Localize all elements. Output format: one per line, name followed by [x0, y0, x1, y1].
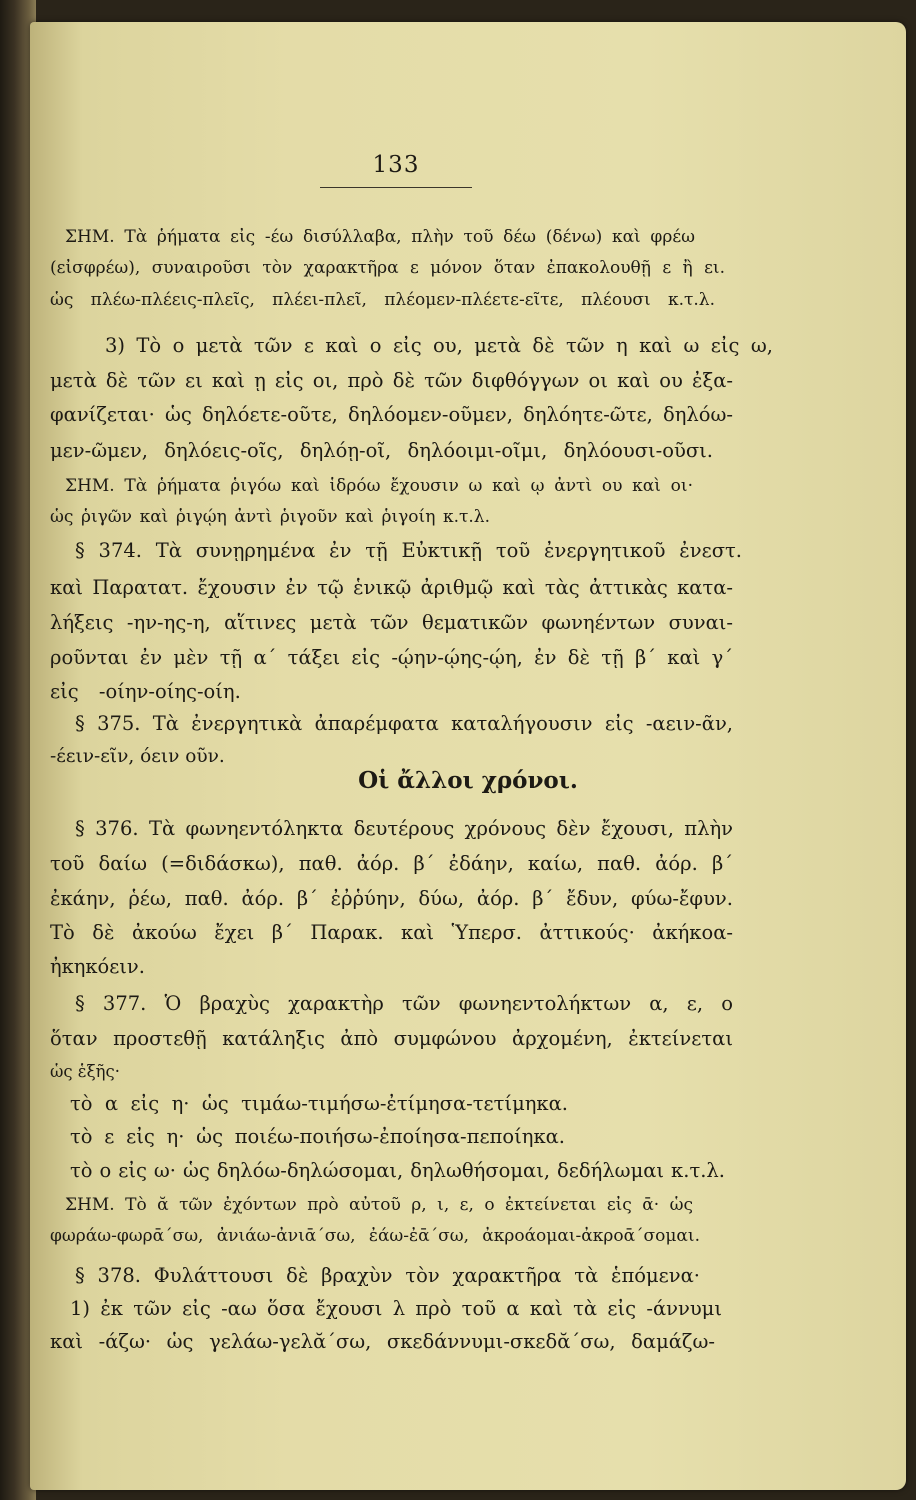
- book-page: [30, 22, 906, 1490]
- text-line: (εἰσφρέω), συναιροῦσι τὸν χαρακτῆρα ε μόνον ὅταν ἐπακολουθῇ ε ἢ ει.: [50, 258, 725, 278]
- text-line: καὶ -άζω· ὡς γελάω-γελᾰ΄σω, σκεδάννυμι-σκεδᾰ΄σω, δαμάζω-: [50, 1330, 715, 1353]
- text-line: ὡς ῥιγῶν καὶ ῥιγῴη ἀντὶ ῥιγοῦν καὶ ῥιγοίη κ.τ.λ.: [50, 507, 490, 527]
- text-line: ἠκηκόειν.: [50, 955, 145, 978]
- section-heading: Οἱ ἄλλοι χρόνοι.: [358, 767, 578, 794]
- page-number-rule: [320, 187, 472, 188]
- text-line: ροῦνται ἐν μὲν τῇ α΄ τάξει εἰς -ῴην-ῴης-ῴη, ἐν δὲ τῇ β΄ καὶ γ΄: [50, 646, 733, 669]
- text-line: § 375. Τὰ ἐνεργητικὰ ἀπαρέμφατα καταλήγουσιν εἰς -αειν-ᾶν,: [75, 712, 733, 735]
- text-line: τοῦ δαίω (=διδάσκω), παθ. ἀόρ. β΄ ἐδάην, καίω, παθ. ἀόρ. β΄: [50, 852, 733, 875]
- text-line: ΣΗΜ. Τὰ ῥήματα εἰς -έω δισύλλαβα, πλὴν τοῦ δέω (δένω) καὶ φρέω: [65, 227, 695, 247]
- text-line: § 378. Φυλάττουσι δὲ βραχὺν τὸν χαρακτῆρα τὰ ἑπόμενα·: [75, 1264, 700, 1287]
- text-line: ὅταν προστεθῇ κατάληξις ἀπὸ συμφώνου ἀρχομένη, ἐκτείνεται: [50, 1027, 733, 1050]
- text-line: § 376. Τὰ φωνηεντόληκτα δευτέρους χρόνους δὲν ἔχουσι, πλὴν: [75, 817, 733, 840]
- text-line: ὡς ἑξῆς·: [50, 1062, 120, 1081]
- text-line: ΣΗΜ. Τὰ ῥήματα ῥιγόω καὶ ἱδρόω ἔχουσιν ω καὶ ῳ ἀντὶ ου καὶ οι·: [65, 476, 693, 496]
- text-line: Τὸ δὲ ἀκούω ἔχει β΄ Παρακ. καὶ Ὑπερσ. ἀττικούς· ἀκήκοα-: [50, 921, 733, 944]
- text-line: ἐκάην, ῥέω, παθ. ἀόρ. β΄ ἐῤῥύην, δύω, ἀόρ. β΄ ἔδυν, φύω-ἔφυν.: [50, 887, 733, 910]
- text-line: εἰς -οίην-οίης-οίη.: [50, 680, 241, 703]
- text-line: τὸ ο εἰς ω· ὡς δηλόω-δηλώσομαι, δηλωθήσομαι, δεδήλωμαι κ.τ.λ.: [70, 1159, 725, 1182]
- text-line: τὸ α εἰς η· ὡς τιμάω-τιμήσω-ἐτίμησα-τετίμηκα.: [70, 1092, 568, 1115]
- text-line: φωράω-φωρᾱ΄σω, ἀνιάω-ἀνιᾱ΄σω, ἐάω-ἐᾱ΄σω, ἀκροάομαι-ἀκροᾱ΄σομαι.: [50, 1226, 700, 1246]
- text-line: φανίζεται· ὡς δηλόετε-οῦτε, δηλόομεν-οῦμεν, δηλόητε-ῶτε, δηλόω-: [50, 403, 733, 426]
- text-line: § 374. Τὰ συνῃρημένα ἐν τῇ Εὐκτικῇ τοῦ ἐνεργητικοῦ ἐνεστ.: [75, 539, 742, 562]
- page-number: 133: [372, 152, 420, 178]
- text-line: ὡς πλέω-πλέεις-πλεῖς, πλέει-πλεῖ, πλέομεν-πλέετε-εῖτε, πλέουσι κ.τ.λ.: [50, 290, 715, 310]
- text-line: 3) Τὸ ο μετὰ τῶν ε καὶ ο εἰς ου, μετὰ δὲ τῶν η καὶ ω εἰς ω,: [105, 334, 773, 357]
- text-line: 1) ἐκ τῶν εἰς -αω ὅσα ἔχουσι λ πρὸ τοῦ α καὶ τὰ εἰς -άννυμι: [70, 1297, 722, 1320]
- text-line: μετὰ δὲ τῶν ει καὶ ῃ εἰς οι, πρὸ δὲ τῶν διφθόγγων οι καὶ ου ἐξα-: [50, 369, 733, 392]
- text-line: § 377. Ὁ βραχὺς χαρακτὴρ τῶν φωνηεντολήκτων α, ε, ο: [75, 992, 733, 1015]
- text-line: λήξεις -ην-ης-η, αἵτινες μετὰ τῶν θεματικῶν φωνηέντων συναι-: [50, 611, 733, 634]
- text-line: -έειν-εῖν, όειν οῦν.: [50, 746, 225, 767]
- text-line: ΣΗΜ. Τὸ ᾰ τῶν ἐχόντων πρὸ αὐτοῦ ρ, ι, ε, ο ἐκτείνεται εἰς ᾱ· ὡς: [65, 1195, 693, 1215]
- text-line: μεν-ῶμεν, δηλόεις-οῖς, δηλόῃ-οῖ, δηλόοιμι-οῖμι, δηλόουσι-οῦσι.: [50, 439, 713, 462]
- text-line: καὶ Παρατατ. ἔχουσιν ἐν τῷ ἑνικῷ ἀριθμῷ καὶ τὰς ἀττικὰς κατα-: [50, 576, 733, 599]
- text-line: τὸ ε εἰς η· ὡς ποιέω-ποιήσω-ἐποίησα-πεποίηκα.: [70, 1125, 565, 1148]
